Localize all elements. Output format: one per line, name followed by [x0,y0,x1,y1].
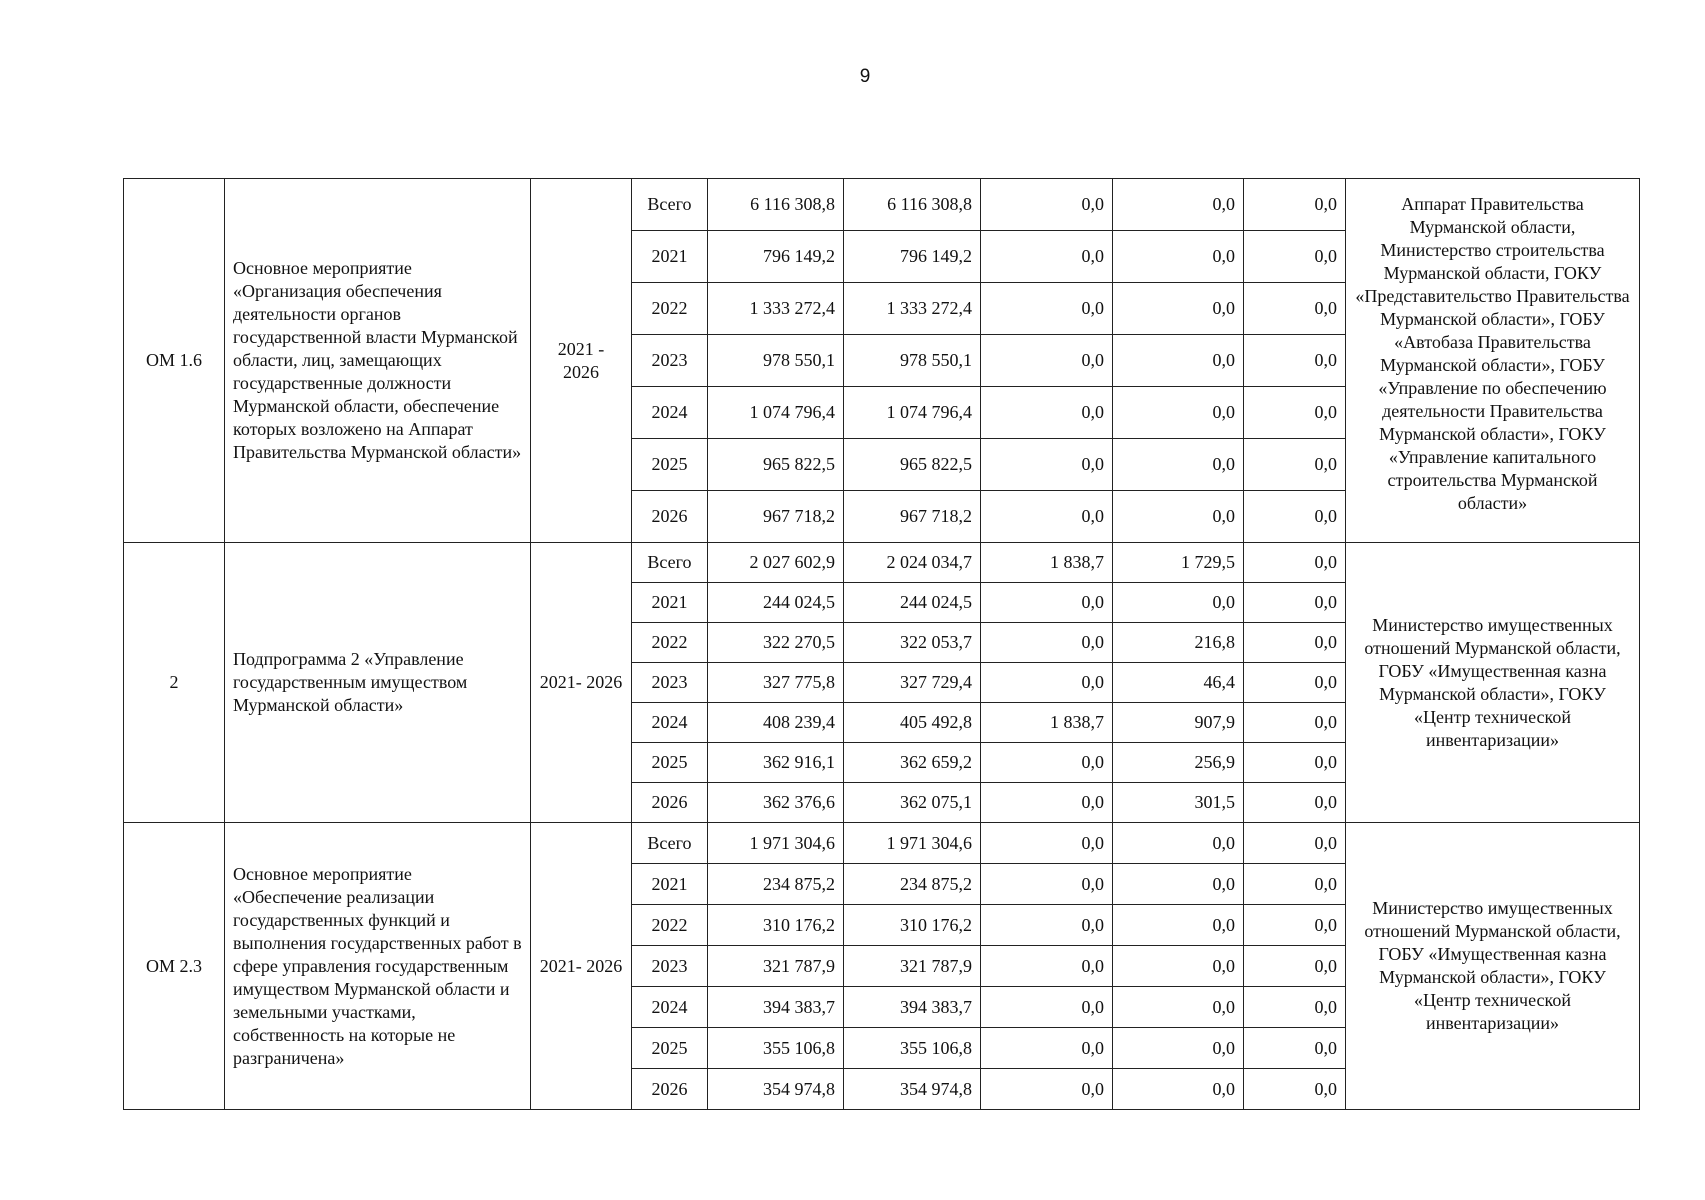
value-regional: 405 492,8 [844,703,981,743]
value-federal: 0,0 [981,583,1113,623]
section-period: 2021 - 2026 [531,179,632,543]
value-other: 0,0 [1244,905,1346,946]
value-regional: 354 974,8 [844,1069,981,1110]
value-regional: 394 383,7 [844,987,981,1028]
value-federal: 0,0 [981,1028,1113,1069]
value-local: 0,0 [1113,283,1244,335]
value-total: 978 550,1 [708,335,844,387]
value-local: 0,0 [1113,583,1244,623]
value-federal: 0,0 [981,946,1113,987]
value-local: 0,0 [1113,823,1244,864]
value-local: 0,0 [1113,439,1244,491]
section-executors: Министерство имущественных отношений Мурманской области, ГОБУ «Имущественная казна Мурманской области», ГОКУ «Центр технической инвентаризации» [1346,823,1640,1110]
value-regional: 965 822,5 [844,439,981,491]
value-regional: 362 659,2 [844,743,981,783]
section-code: ОМ 1.6 [124,179,225,543]
table-row [124,823,1640,864]
value-local: 0,0 [1113,231,1244,283]
table-row [124,179,1640,231]
value-federal: 1 838,7 [981,703,1113,743]
value-local: 0,0 [1113,864,1244,905]
value-local: 0,0 [1113,1028,1244,1069]
value-local: 0,0 [1113,491,1244,543]
value-total: 1 074 796,4 [708,387,844,439]
value-federal: 0,0 [981,864,1113,905]
value-local: 0,0 [1113,987,1244,1028]
value-total: 408 239,4 [708,703,844,743]
value-regional: 355 106,8 [844,1028,981,1069]
value-local: 216,8 [1113,623,1244,663]
year-cell: 2026 [632,1069,708,1110]
value-federal: 0,0 [981,783,1113,823]
value-federal: 0,0 [981,823,1113,864]
year-cell: 2024 [632,987,708,1028]
value-total: 362 376,6 [708,783,844,823]
value-other: 0,0 [1244,1028,1346,1069]
value-federal: 0,0 [981,743,1113,783]
value-federal: 1 838,7 [981,543,1113,583]
section-executors: Аппарат Правительства Мурманской области, Министерство строительства Мурманской области, ГОКУ «Представительство Правительства Мурманской области», ГОБУ «Автобаза Правительства Мурманской области», ГОБУ «Управление по обеспечению деятельности Правительства Мурманской области», ГОКУ «Управление капитального строительства Мурманской области» [1346,179,1640,543]
value-federal: 0,0 [981,439,1113,491]
year-cell: Всего [632,543,708,583]
value-local: 0,0 [1113,905,1244,946]
value-local: 301,5 [1113,783,1244,823]
value-federal: 0,0 [981,623,1113,663]
value-federal: 0,0 [981,987,1113,1028]
year-cell: 2022 [632,623,708,663]
value-local: 907,9 [1113,703,1244,743]
value-other: 0,0 [1244,583,1346,623]
value-regional: 6 116 308,8 [844,179,981,231]
section-name: Подпрограмма 2 «Управление государственным имуществом Мурманской области» [225,543,531,823]
section-code: 2 [124,543,225,823]
value-other: 0,0 [1244,491,1346,543]
section-period: 2021- 2026 [531,823,632,1110]
value-federal: 0,0 [981,491,1113,543]
value-other: 0,0 [1244,335,1346,387]
value-regional: 2 024 034,7 [844,543,981,583]
value-regional: 322 053,7 [844,623,981,663]
value-total: 321 787,9 [708,946,844,987]
budget-table [123,178,1640,1110]
value-other: 0,0 [1244,703,1346,743]
value-other: 0,0 [1244,823,1346,864]
value-regional: 321 787,9 [844,946,981,987]
value-federal: 0,0 [981,387,1113,439]
section-period: 2021- 2026 [531,543,632,823]
page-number: 9 [859,66,871,87]
value-total: 234 875,2 [708,864,844,905]
value-federal: 0,0 [981,283,1113,335]
year-cell: 2025 [632,1028,708,1069]
value-other: 0,0 [1244,783,1346,823]
value-other: 0,0 [1244,987,1346,1028]
value-federal: 0,0 [981,179,1113,231]
value-regional: 1 333 272,4 [844,283,981,335]
value-other: 0,0 [1244,743,1346,783]
year-cell: 2026 [632,491,708,543]
value-other: 0,0 [1244,1069,1346,1110]
year-cell: 2023 [632,335,708,387]
value-federal: 0,0 [981,335,1113,387]
value-federal: 0,0 [981,1069,1113,1110]
value-other: 0,0 [1244,231,1346,283]
table-row [124,543,1640,583]
year-cell: 2025 [632,439,708,491]
value-local: 0,0 [1113,1069,1244,1110]
year-cell: 2024 [632,703,708,743]
value-regional: 978 550,1 [844,335,981,387]
year-cell: 2024 [632,387,708,439]
section-executors: Министерство имущественных отношений Мурманской области, ГОБУ «Имущественная казна Мурманской области», ГОКУ «Центр технической инвентаризации» [1346,543,1640,823]
value-regional: 796 149,2 [844,231,981,283]
value-other: 0,0 [1244,623,1346,663]
value-total: 2 027 602,9 [708,543,844,583]
year-cell: 2023 [632,663,708,703]
year-cell: 2022 [632,283,708,335]
value-total: 6 116 308,8 [708,179,844,231]
value-other: 0,0 [1244,864,1346,905]
value-other: 0,0 [1244,439,1346,491]
year-cell: 2023 [632,946,708,987]
value-regional: 310 176,2 [844,905,981,946]
value-regional: 1 074 796,4 [844,387,981,439]
value-regional: 244 024,5 [844,583,981,623]
value-other: 0,0 [1244,543,1346,583]
section-name: Основное мероприятие «Обеспечение реализации государственных функций и выполнения государственных работ в сфере управления государственным имуществом Мурманской области и земельными участками, собственность на которые не разграничена» [225,823,531,1110]
value-federal: 0,0 [981,905,1113,946]
value-local: 0,0 [1113,946,1244,987]
year-cell: 2026 [632,783,708,823]
value-total: 362 916,1 [708,743,844,783]
value-total: 1 333 272,4 [708,283,844,335]
value-other: 0,0 [1244,946,1346,987]
value-regional: 967 718,2 [844,491,981,543]
section-code: ОМ 2.3 [124,823,225,1110]
value-federal: 0,0 [981,663,1113,703]
value-total: 796 149,2 [708,231,844,283]
value-total: 965 822,5 [708,439,844,491]
year-cell: 2025 [632,743,708,783]
value-local: 0,0 [1113,387,1244,439]
value-total: 1 971 304,6 [708,823,844,864]
value-total: 327 775,8 [708,663,844,703]
value-total: 322 270,5 [708,623,844,663]
value-total: 354 974,8 [708,1069,844,1110]
value-regional: 327 729,4 [844,663,981,703]
year-cell: Всего [632,823,708,864]
value-total: 394 383,7 [708,987,844,1028]
value-regional: 234 875,2 [844,864,981,905]
value-regional: 1 971 304,6 [844,823,981,864]
year-cell: Всего [632,179,708,231]
value-local: 1 729,5 [1113,543,1244,583]
year-cell: 2022 [632,905,708,946]
value-local: 0,0 [1113,179,1244,231]
value-other: 0,0 [1244,663,1346,703]
value-total: 244 024,5 [708,583,844,623]
year-cell: 2021 [632,231,708,283]
value-local: 256,9 [1113,743,1244,783]
value-local: 46,4 [1113,663,1244,703]
value-local: 0,0 [1113,335,1244,387]
value-total: 355 106,8 [708,1028,844,1069]
year-cell: 2021 [632,864,708,905]
value-federal: 0,0 [981,231,1113,283]
value-other: 0,0 [1244,179,1346,231]
value-total: 967 718,2 [708,491,844,543]
value-total: 310 176,2 [708,905,844,946]
section-name: Основное мероприятие «Организация обеспечения деятельности органов государственной власти Мурманской области, лиц, замещающих государственные должности Мурманской области, обеспечение которых возложено на Аппарат Правительства Мурманской области» [225,179,531,543]
value-other: 0,0 [1244,283,1346,335]
value-regional: 362 075,1 [844,783,981,823]
year-cell: 2021 [632,583,708,623]
value-other: 0,0 [1244,387,1346,439]
